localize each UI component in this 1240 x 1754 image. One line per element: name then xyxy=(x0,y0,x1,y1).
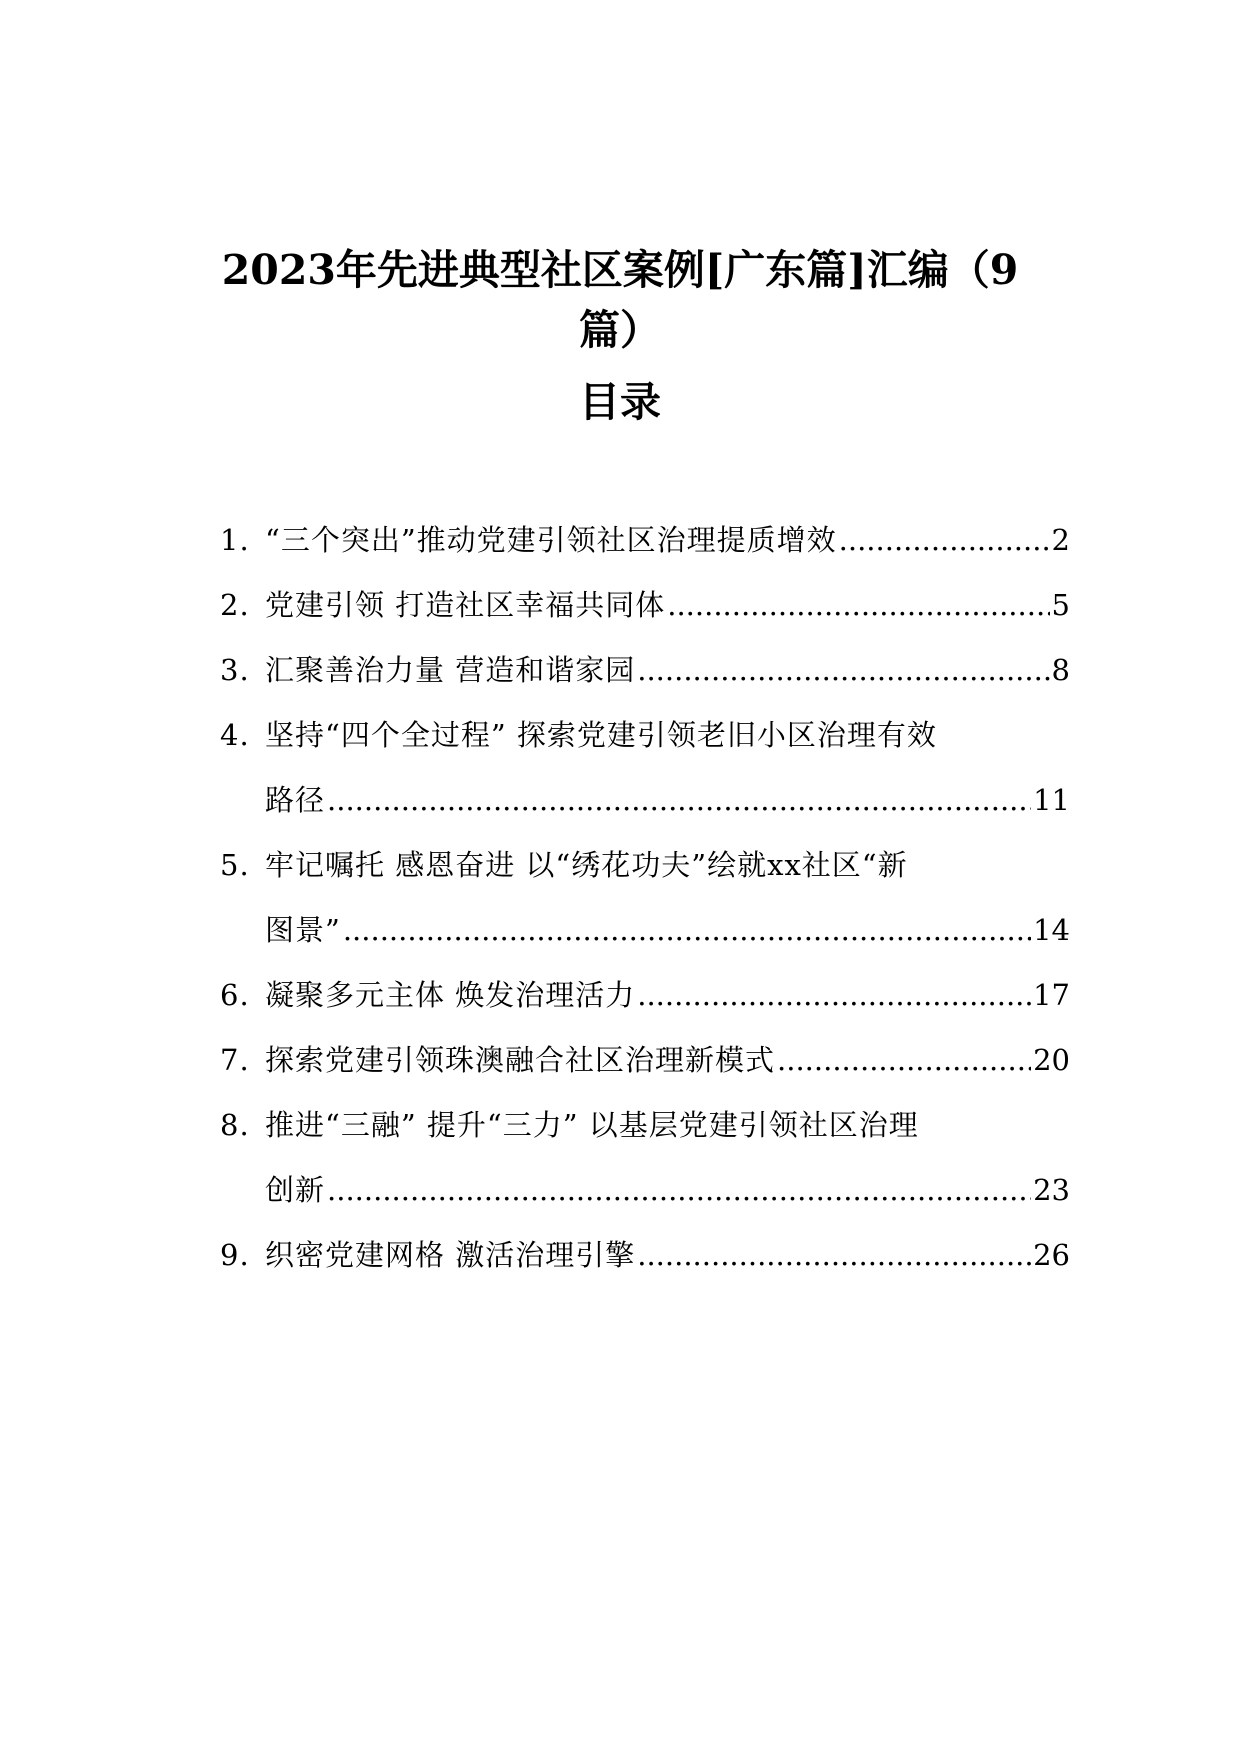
toc-entry-title: 党建引领 打造社区幸福共同体 xyxy=(265,588,666,622)
table-of-contents xyxy=(220,508,1070,1288)
toc-entry-title-line-2: 创新 xyxy=(265,1173,326,1207)
toc-entry-number: 9. xyxy=(220,1238,250,1272)
toc-entry-number: 4. xyxy=(220,718,250,752)
toc-entry-title-line-1: 推进“三融” 提升“三力” 以基层党建引领社区治理 xyxy=(265,1108,919,1142)
toc-leader-dots xyxy=(637,638,1049,703)
toc-entry-title-line-1: 牢记嘱托 感恩奋进 以“绣花功夫”绘就xx社区“新 xyxy=(265,848,908,882)
toc-page-number: 20 xyxy=(1033,1043,1070,1077)
toc-leader-dots xyxy=(637,1223,1031,1288)
toc-entry-2[interactable] xyxy=(220,573,1070,638)
toc-heading: 目录 xyxy=(579,378,661,426)
toc-entry-8[interactable] xyxy=(220,1093,1070,1223)
toc-entry-7[interactable] xyxy=(220,1028,1070,1093)
toc-entry-title-line-1: 坚持“四个全过程” 探索党建引领老旧小区治理有效 xyxy=(265,718,937,752)
toc-leader-dots xyxy=(327,1158,1031,1223)
toc-entry-3[interactable] xyxy=(220,638,1070,703)
toc-entry-title: 织密党建网格 激活治理引擎 xyxy=(265,1238,636,1272)
toc-entry-title-line-2: 图景” xyxy=(265,913,341,947)
toc-leader-dots xyxy=(327,768,1031,833)
toc-leader-dots xyxy=(667,573,1049,638)
toc-entry-number: 2. xyxy=(220,588,250,622)
toc-entry-5[interactable] xyxy=(220,833,1070,963)
toc-page-number: 17 xyxy=(1033,978,1070,1012)
toc-entry-number: 5. xyxy=(220,848,250,882)
toc-entry-1[interactable] xyxy=(220,508,1070,573)
toc-page-number: 11 xyxy=(1033,783,1070,817)
toc-page-number: 26 xyxy=(1033,1238,1070,1272)
toc-entry-number: 3. xyxy=(220,653,250,687)
toc-entry-title: 凝聚多元主体 焕发治理活力 xyxy=(265,978,636,1012)
toc-page-number: 8 xyxy=(1051,653,1070,687)
toc-leader-dots xyxy=(637,963,1031,1028)
toc-entry-title: 探索党建引领珠澳融合社区治理新模式 xyxy=(265,1043,776,1077)
toc-entry-number: 7. xyxy=(220,1043,250,1077)
toc-entry-number: 8. xyxy=(220,1108,250,1142)
toc-leader-dots xyxy=(777,1028,1031,1093)
toc-page-number: 23 xyxy=(1033,1173,1070,1207)
toc-entry-title-line-2: 路径 xyxy=(265,783,326,817)
toc-entry-4[interactable] xyxy=(220,703,1070,833)
title-line-2: 篇） xyxy=(579,306,661,354)
toc-entry-9[interactable] xyxy=(220,1223,1070,1288)
document-title xyxy=(150,240,1090,360)
toc-entry-6[interactable] xyxy=(220,963,1070,1028)
title-line-1: 2023年先进典型社区案例[广东篇]汇编（9 xyxy=(221,246,1019,294)
toc-page-number: 14 xyxy=(1033,913,1070,947)
toc-page-number: 5 xyxy=(1051,588,1070,622)
toc-entry-title: 汇聚善治力量 营造和谐家园 xyxy=(265,653,636,687)
toc-page-number: 2 xyxy=(1051,523,1070,557)
toc-entry-title: “三个突出”推动党建引领社区治理提质增效 xyxy=(265,523,837,557)
toc-entry-number: 1. xyxy=(220,523,250,557)
toc-entry-number: 6. xyxy=(220,978,250,1012)
toc-leader-dots xyxy=(839,508,1050,573)
toc-leader-dots xyxy=(343,898,1031,963)
